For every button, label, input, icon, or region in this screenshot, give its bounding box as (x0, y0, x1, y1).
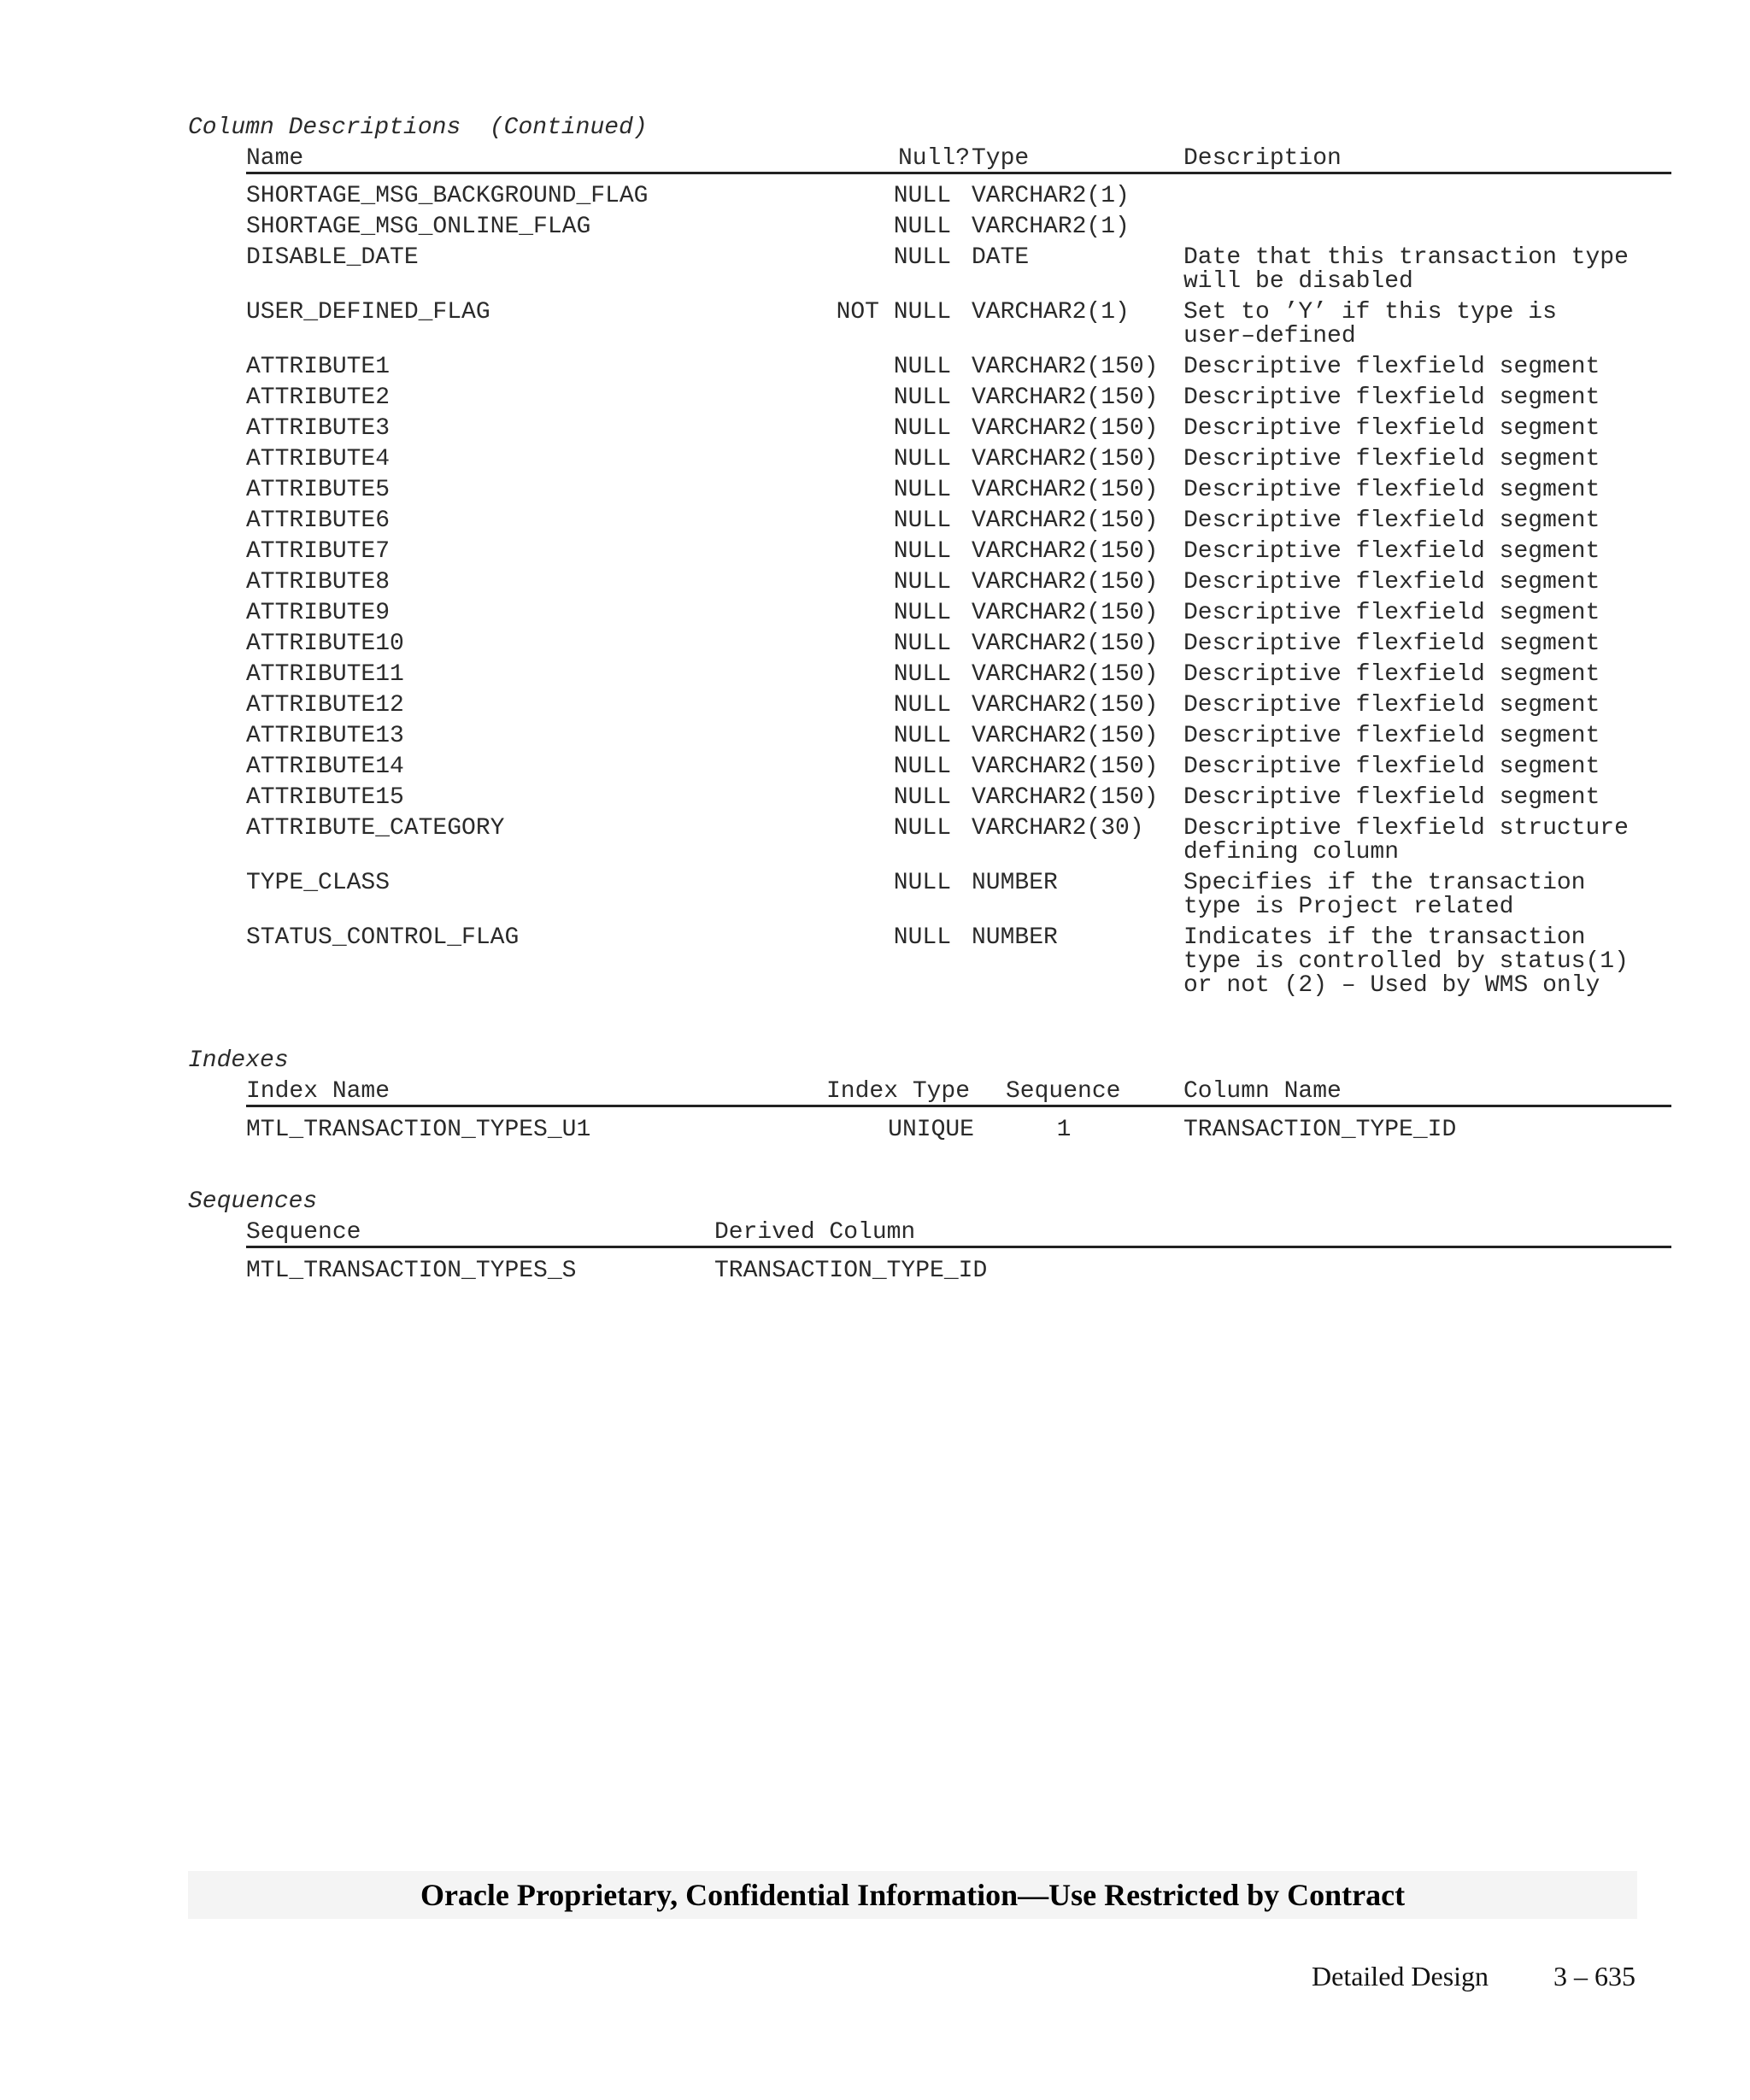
header-index-type: Index Type (826, 1078, 971, 1105)
column-description: Descriptive flexfield segment (1183, 446, 1600, 472)
footer-section-title: Detailed Design (1312, 1961, 1489, 1991)
column-description: Descriptive flexfield segment (1183, 754, 1600, 780)
column-null: NULL (893, 870, 951, 896)
column-description: Indicates if the transaction type is controlled by status(1) or not (2) – Used by WMS only (1183, 924, 1629, 999)
header-type: Type (972, 145, 1030, 172)
column-description: Descriptive flexfield segment (1183, 477, 1600, 503)
table-row (0, 1259, 1750, 1345)
column-type: VARCHAR2(1) (972, 214, 1130, 240)
column-null: NULL (893, 569, 951, 595)
index-name: MTL_TRANSACTION_TYPES_U1 (246, 1117, 591, 1143)
column-null: NULL (893, 477, 951, 503)
column-name: ATTRIBUTE14 (246, 754, 404, 780)
header-null: Null? (897, 145, 970, 172)
column-name: SHORTAGE_MSG_ONLINE_FLAG (246, 214, 591, 240)
column-description: Descriptive flexfield segment (1183, 538, 1600, 565)
column-type: VARCHAR2(1) (972, 299, 1130, 326)
column-null: NOT NULL (836, 299, 951, 326)
column-type: VARCHAR2(150) (972, 784, 1159, 811)
column-name: ATTRIBUTE2 (246, 384, 391, 411)
column-type: VARCHAR2(150) (972, 754, 1159, 780)
column-description: Descriptive flexfield segment (1183, 507, 1600, 534)
column-type: VARCHAR2(1) (972, 183, 1130, 209)
column-name: ATTRIBUTE1 (246, 354, 391, 380)
column-null: NULL (893, 214, 951, 240)
column-name: SHORTAGE_MSG_BACKGROUND_FLAG (246, 183, 649, 209)
column-type: NUMBER (972, 924, 1058, 951)
confidentiality-banner (188, 1871, 1637, 1919)
column-name: ATTRIBUTE13 (246, 723, 404, 749)
confidentiality-text: Oracle Proprietary, Confidential Information––Use Restricted by Contract (420, 1878, 1406, 1912)
column-description: Descriptive flexfield segment (1183, 415, 1600, 442)
column-type: VARCHAR2(150) (972, 569, 1159, 595)
column-description: Descriptive flexfield segment (1183, 661, 1600, 688)
column-null: NULL (893, 631, 951, 657)
column-description: Descriptive flexfield segment (1183, 631, 1600, 657)
section-title-sequences: Sequences (188, 1188, 318, 1215)
column-null: NULL (893, 384, 951, 411)
index-table-rule (246, 1105, 1671, 1107)
sequence-table-rule (246, 1246, 1671, 1248)
header-index-sequence: Sequence (1006, 1078, 1121, 1105)
index-column: TRANSACTION_TYPE_ID (1183, 1117, 1457, 1143)
column-type: VARCHAR2(30) (972, 815, 1144, 842)
column-name: ATTRIBUTE10 (246, 631, 404, 657)
column-description: Descriptive flexfield segment (1183, 569, 1600, 595)
column-type: NUMBER (972, 870, 1058, 896)
column-type: VARCHAR2(150) (972, 446, 1159, 472)
column-description: Descriptive flexfield segment (1183, 600, 1600, 626)
column-name: ATTRIBUTE12 (246, 692, 404, 719)
column-name: STATUS_CONTROL_FLAG (246, 924, 520, 951)
column-description: Descriptive flexfield segment (1183, 692, 1600, 719)
header-derived-column: Derived Column (714, 1219, 916, 1246)
column-name: ATTRIBUTE9 (246, 600, 391, 626)
column-type: VARCHAR2(150) (972, 507, 1159, 534)
column-type: VARCHAR2(150) (972, 477, 1159, 503)
sequence-derived-column: TRANSACTION_TYPE_ID (714, 1258, 988, 1284)
header-name: Name (246, 145, 304, 172)
column-description: Descriptive flexfield segment (1183, 354, 1600, 380)
header-index-name: Index Name (246, 1078, 391, 1105)
column-description: Date that this transaction type will be disabled (1183, 244, 1629, 295)
column-table-rule (246, 172, 1671, 174)
column-type: VARCHAR2(150) (972, 538, 1159, 565)
column-name: ATTRIBUTE5 (246, 477, 391, 503)
footer-page-number: 3 – 635 (1553, 1961, 1635, 1991)
column-type: VARCHAR2(150) (972, 384, 1159, 411)
column-null: NULL (893, 815, 951, 842)
column-type: VARCHAR2(150) (972, 600, 1159, 626)
sequence-name: MTL_TRANSACTION_TYPES_S (246, 1258, 577, 1284)
column-null: NULL (893, 415, 951, 442)
column-name: ATTRIBUTE8 (246, 569, 391, 595)
column-type: VARCHAR2(150) (972, 354, 1159, 380)
column-description: Descriptive flexfield segment (1183, 384, 1600, 411)
column-description: Descriptive flexfield segment (1183, 723, 1600, 749)
index-sequence: 1 (1056, 1117, 1072, 1143)
column-type: VARCHAR2(150) (972, 415, 1159, 442)
column-type: VARCHAR2(150) (972, 661, 1159, 688)
header-index-column: Column Name (1183, 1078, 1342, 1105)
column-name: ATTRIBUTE6 (246, 507, 391, 534)
column-null: NULL (893, 446, 951, 472)
column-null: NULL (893, 244, 951, 271)
column-null: NULL (893, 924, 951, 951)
column-null: NULL (893, 354, 951, 380)
column-null: NULL (893, 784, 951, 811)
column-type: VARCHAR2(150) (972, 692, 1159, 719)
column-null: NULL (893, 183, 951, 209)
column-name: TYPE_CLASS (246, 870, 391, 896)
column-type: VARCHAR2(150) (972, 723, 1159, 749)
column-type: DATE (972, 244, 1030, 271)
column-type: VARCHAR2(150) (972, 631, 1159, 657)
column-name: ATTRIBUTE15 (246, 784, 404, 811)
section-title-columns: Column Descriptions (Continued) (188, 114, 648, 141)
column-description: Specifies if the transaction type is Project related (1183, 870, 1586, 920)
table-row (0, 926, 1750, 1012)
column-name: ATTRIBUTE3 (246, 415, 391, 442)
column-name: ATTRIBUTE11 (246, 661, 404, 688)
section-title-indexes: Indexes (188, 1047, 289, 1074)
column-name: USER_DEFINED_FLAG (246, 299, 490, 326)
column-description: Set to ’Y’ if this type is user–defined (1183, 299, 1557, 349)
column-name: ATTRIBUTE7 (246, 538, 391, 565)
column-name: DISABLE_DATE (246, 244, 419, 271)
column-null: NULL (893, 661, 951, 688)
column-null: NULL (893, 754, 951, 780)
index-type: UNIQUE (888, 1117, 974, 1143)
header-sequence: Sequence (246, 1219, 361, 1246)
column-null: NULL (893, 723, 951, 749)
column-description: Descriptive flexfield segment (1183, 784, 1600, 811)
header-description: Description (1183, 145, 1342, 172)
column-name: ATTRIBUTE_CATEGORY (246, 815, 505, 842)
column-null: NULL (893, 692, 951, 719)
column-name: ATTRIBUTE4 (246, 446, 391, 472)
column-null: NULL (893, 538, 951, 565)
column-null: NULL (893, 507, 951, 534)
column-null: NULL (893, 600, 951, 626)
column-description: Descriptive flexfield structure defining column (1183, 815, 1629, 865)
